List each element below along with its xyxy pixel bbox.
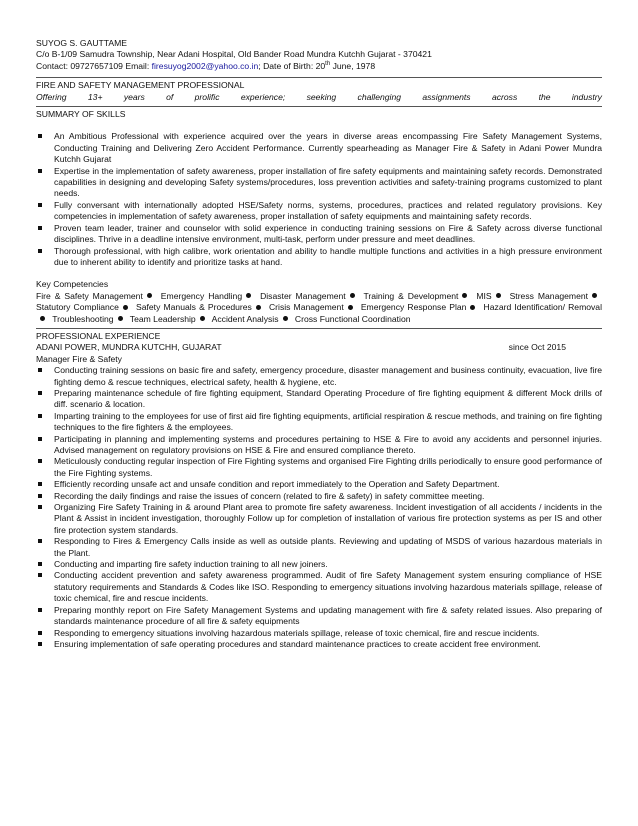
email-link[interactable]: firesuyog2002@yahoo.co.in xyxy=(151,60,259,71)
experience-bullet: Participating in planning and implementing systems and procedures pertaining to HSE & Fire to avoid any accidents and personnel injuries. Advised management on regulatory provisions on HSE & Fire and ensured compliance thereto. xyxy=(36,434,602,457)
job-role: Manager Fire & Safety xyxy=(36,353,122,364)
experience-company-row xyxy=(36,342,602,353)
competency-item: Emergency Response Plan xyxy=(360,302,467,313)
tagline-word: seeking xyxy=(306,91,337,102)
summary-bullet: Proven team leader, trainer and counselor with solid experience in conducting training sessions on Fire & Safety across diverse functional disciplines. Thrive in a deadline intensive environment, multi-task, perform under pressure and meet deadlines. xyxy=(36,223,602,246)
summary-bullet: Expertise in the implementation of safety awareness, proper installation of fire safety equipments and maintaining safety records. Demonstrated capabilities in designing and developing Safety systems/procedures, loss prevention activities and safety-training programs customized to plant needs. xyxy=(36,166,602,200)
summary-heading: SUMMARY OF SKILLS xyxy=(36,109,126,120)
experience-bullet: Responding to emergency situations involving hazardous materials spillage, release of toxic chemical, fire and rescue incidents. xyxy=(36,628,602,639)
bullet-dot-icon xyxy=(118,316,123,321)
tagline-word: challenging xyxy=(357,91,402,102)
candidate-name: SUYOG S. GAUTTAME xyxy=(36,38,128,48)
competency-item: Fire & Safety Management xyxy=(36,290,143,301)
divider xyxy=(36,328,602,329)
experience-bullet: Conducting accident prevention and safety awareness programmed. Audit of fire Safety Management system ensuring compliance of HSE statutory requirements and Standards & Codes like ISO. Responding to emergency situations involving hazardous materials spillage, release of toxic chemical, fire and rescue incidents. xyxy=(36,570,602,604)
bullet-dot-icon xyxy=(40,316,45,321)
tagline-word: of xyxy=(166,91,174,102)
profile-tagline xyxy=(36,92,602,103)
experience-bullet: Imparting training to the employees for use of first aid fire fighting equipments, artificial respiration & rescue methods, and training on fire fighting techniques to the fire fighters & the employees. xyxy=(36,411,602,434)
competencies-list xyxy=(36,291,602,325)
experience-bullet: Organizing Fire Safety Training in & around Plant area to promote fire safety awareness. Incident investigation of all accidents / incidents in the Plant & Assist in incident investigation, thoroughly Follow up for completion of installation of various fire protection systems as per IS and other fire protection system standards. xyxy=(36,502,602,536)
experience-bullet: Meticulously conducting regular inspection of Fire Fighting systems and organised Fire Fighting drills periodically to ensure good performance of the Fire Fighting systems. xyxy=(36,456,602,479)
tagline-word: years xyxy=(123,91,145,102)
competency-item: Hazard Identification/ Removal xyxy=(483,302,603,313)
summary-bullet-list xyxy=(36,131,602,268)
experience-heading: PROFESSIONAL EXPERIENCE xyxy=(36,330,161,341)
tagline-word: 13+ xyxy=(87,91,103,102)
summary-bullet: Fully conversant with internationally adopted HSE/Safety norms, systems, procedures, practices and related regulatory provisions. Key competencies in implementation of safety awareness, proper installation of safety equipments and maintaining safety records. xyxy=(36,200,602,223)
bullet-dot-icon xyxy=(592,293,597,298)
dob-suffix: June, 1978 xyxy=(330,60,376,71)
employment-date: since Oct 2015 xyxy=(508,342,566,353)
dob-prefix: ; Date of Birth: 20 xyxy=(258,60,326,71)
competency-item: Emergency Handling xyxy=(160,290,243,301)
experience-bullet: Conducting training sessions on basic fire and safety, emergency procedure, disaster management and business continuity, evacuation, live fire fighting demo & rescue techniques, electrical safety, health & hygiene, etc. xyxy=(36,365,602,388)
tagline-word: industry xyxy=(571,91,602,102)
profile-title: FIRE AND SAFETY MANAGEMENT PROFESSIONAL xyxy=(36,80,245,91)
competency-item: Safety Manuals & Procedures xyxy=(136,302,252,313)
bullet-dot-icon xyxy=(348,305,353,310)
bullet-dot-icon xyxy=(200,316,205,321)
competency-item: Crisis Management xyxy=(268,302,344,313)
experience-bullet: Recording the daily findings and raise the issues of concern (related to fire & safety) in safety committee meeting. xyxy=(36,491,602,502)
tagline-word: prolific xyxy=(194,91,220,102)
experience-bullet: Preparing maintenance schedule of fire fighting equipment, Standard Operating Procedure of fire fighting equipment & different Mock drills of diff. scenario & location. xyxy=(36,388,602,411)
divider xyxy=(36,106,602,107)
competency-item: Troubleshooting xyxy=(52,313,114,324)
contact-prefix: Contact: 09727657109 Email: xyxy=(36,60,152,71)
competency-item: Training & Development xyxy=(363,290,459,301)
competency-item: MIS xyxy=(476,290,492,301)
bullet-dot-icon xyxy=(496,293,501,298)
experience-bullet: Ensuring implementation of safe operating procedures and standard maintenance practices to create accident free environment. xyxy=(36,639,602,650)
dob-superscript: th xyxy=(325,60,331,67)
experience-bullet-list xyxy=(36,365,602,650)
bullet-dot-icon xyxy=(283,316,288,321)
experience-bullet: Preparing monthly report on Fire Safety Management Systems and updating management with fire & safety related issues. Also preparing of standards maintenance procedure of all fire & safety equipments xyxy=(36,605,602,628)
bullet-dot-icon xyxy=(246,293,251,298)
experience-bullet: Efficiently recording unsafe act and unsafe condition and report immediately to the Operation and Safety Department. xyxy=(36,479,602,490)
competency-item: Stress Management xyxy=(509,290,589,301)
competencies-heading: Key Competencies xyxy=(36,279,109,290)
tagline-word: experience; xyxy=(240,91,286,102)
tagline-word: Offering xyxy=(36,91,67,102)
competency-item: Team Leadership xyxy=(129,313,196,324)
company-name: ADANI POWER, MUNDRA KUTCHH, GUJARAT xyxy=(36,342,222,353)
competency-item: Disaster Management xyxy=(260,290,346,301)
competency-item: Cross Functional Coordination xyxy=(294,313,411,324)
tagline-word: assignments xyxy=(422,91,471,102)
bullet-dot-icon xyxy=(470,305,475,310)
bullet-dot-icon xyxy=(350,293,355,298)
tagline-word: the xyxy=(538,91,551,102)
contact-line xyxy=(36,61,602,72)
bullet-dot-icon xyxy=(256,305,261,310)
bullet-dot-icon xyxy=(123,305,128,310)
competency-item: Accident Analysis xyxy=(211,313,279,324)
bullet-dot-icon xyxy=(462,293,467,298)
summary-bullet: An Ambitious Professional with experience acquired over the years in diverse areas encompassing Fire Safety Management Systems, Conducting Training and Delivering Zero Accident Performance. Currently spearheading as Manager Fire & Safety in Adani Power Mundra Kutchh Gujarat xyxy=(36,131,602,165)
competency-item: Statutory Compliance xyxy=(36,302,119,313)
tagline-word: across xyxy=(491,91,518,102)
bullet-dot-icon xyxy=(147,293,152,298)
experience-bullet: Conducting and imparting fire safety induction training to all new joiners. xyxy=(36,559,602,570)
summary-bullet: Thorough professional, with high calibre, work orientation and ability to handle multiple functions and activities in a high pressure environment due to inherent ability to identify and prioritize tasks at hand. xyxy=(36,246,602,269)
address-line: C/o B-1/09 Samudra Township, Near Adani Hospital, Old Bander Road Mundra Kutchh Gujarat - 370421 xyxy=(36,49,432,60)
divider xyxy=(36,77,602,78)
experience-bullet: Responding to Fires & Emergency Calls inside as well as outside plants. Reviewing and updating of MSDS of various hazardous materials in the Plant. xyxy=(36,536,602,559)
